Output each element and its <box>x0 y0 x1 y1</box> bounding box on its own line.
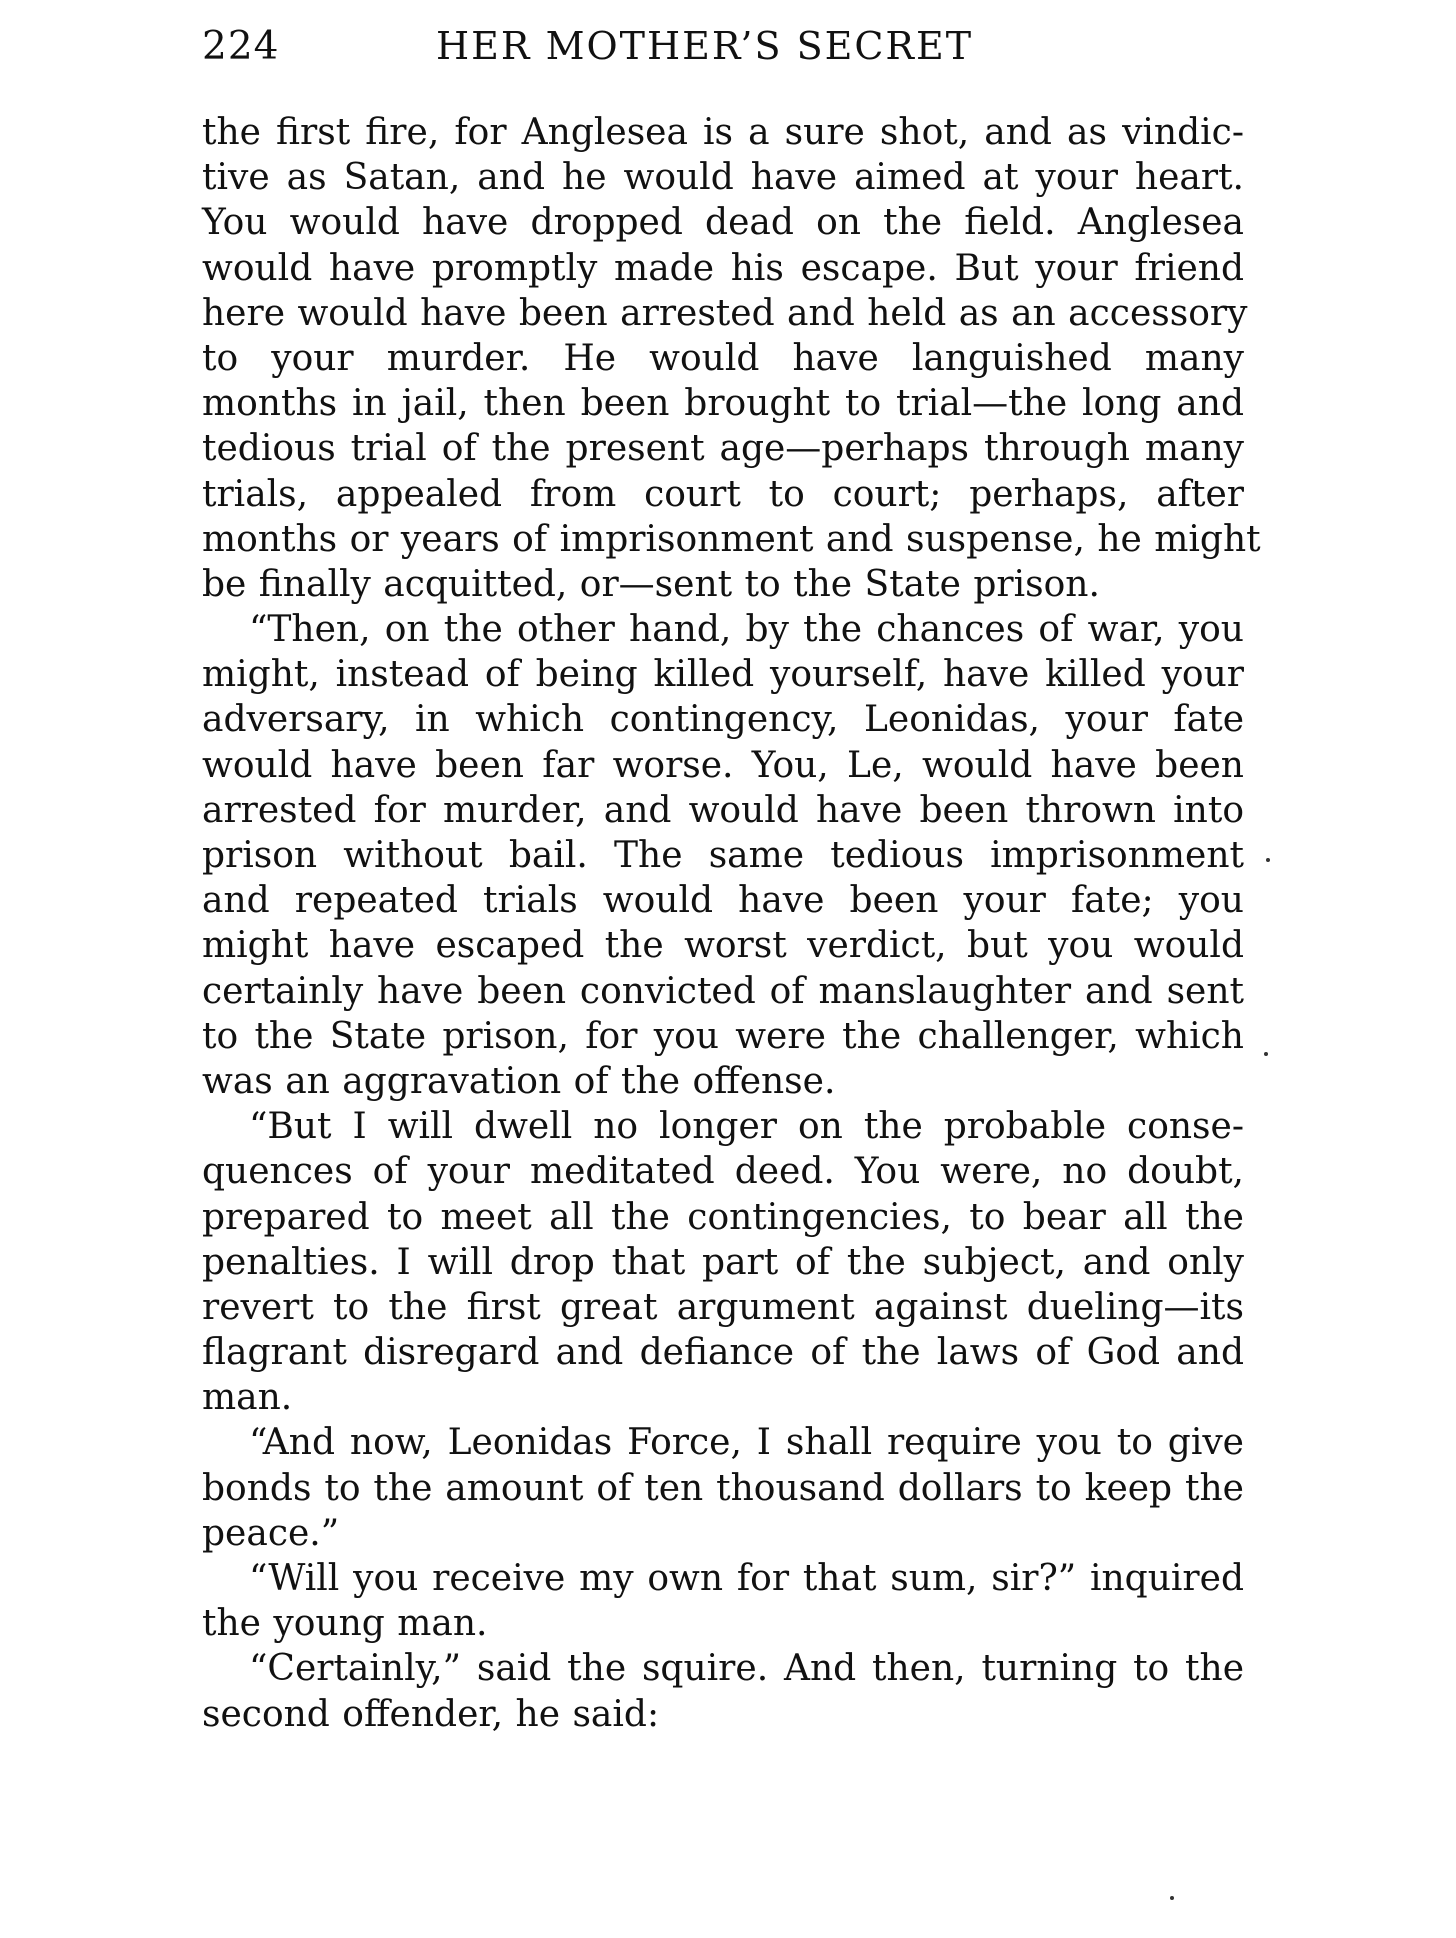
text-line: “And now, Leonidas Force, I shall require you to give <box>249 1422 1244 1464</box>
text-line: here would have been arrested and held as an accessory <box>202 292 1248 334</box>
page-number: 224 <box>202 24 280 69</box>
text-line: penalties. I will drop that part of the subject, and only <box>202 1241 1244 1283</box>
running-title: HER MOTHER’S SECRET <box>436 24 974 68</box>
text-line: adversary, in which contingency, Leonidas, your fate <box>202 699 1244 741</box>
text-line: and repeated trials would have been your fate; you <box>202 880 1244 922</box>
speck-mark <box>1170 1896 1174 1900</box>
text-line: the first fire, for Anglesea is a sure shot, and as vindic- <box>202 112 1244 153</box>
text-line: “Certainly,” said the squire. And then, turning to the <box>249 1648 1244 1690</box>
text-line: man. <box>202 1377 293 1419</box>
text-line: was an aggravation of the offense. <box>202 1060 836 1102</box>
text-line: tive as Satan, and he would have aimed at your heart. <box>202 157 1244 199</box>
text-line: revert to the first great argument against dueling—its <box>202 1286 1244 1328</box>
text-line: You would have dropped dead on the field. Anglesea <box>202 202 1244 244</box>
text-line: peace.” <box>202 1512 340 1554</box>
speck-mark <box>1266 858 1270 862</box>
text-line: “But I will dwell no longer on the probable conse- <box>249 1106 1244 1148</box>
text-line: would have been far worse. You, Le, would have been <box>202 744 1244 786</box>
text-line: arrested for murder, and would have been thrown into <box>202 789 1244 831</box>
page-header <box>202 20 1242 80</box>
text-line: would have promptly made his escape. But your friend <box>202 247 1244 289</box>
text-line: prepared to meet all the contingencies, to bear all the <box>202 1196 1244 1238</box>
text-line: be finally acquitted, or—sent to the State prison. <box>202 563 1100 605</box>
text-line: months in jail, then been brought to trial—the long and <box>202 383 1244 425</box>
text-line: “Then, on the other hand, by the chances of war, you <box>249 609 1244 651</box>
text-line: prison without bail. The same tedious imprisonment <box>202 835 1244 876</box>
text-line: months or years of imprisonment and suspense, he might <box>202 518 1261 560</box>
text-line: tedious trial of the present age—perhaps through many <box>202 428 1244 470</box>
text-line: might, instead of being killed yourself, have killed your <box>202 654 1244 696</box>
text-line: might have escaped the worst verdict, but you would <box>202 925 1244 967</box>
text-line: certainly have been convicted of manslaughter and sent <box>202 970 1244 1012</box>
text-line: bonds to the amount of ten thousand dollars to keep the <box>202 1467 1244 1509</box>
text-line: to the State prison, for you were the challenger, which <box>202 1015 1244 1057</box>
text-line: “Will you receive my own for that sum, sir?” inquired <box>249 1558 1244 1599</box>
text-line: flagrant disregard and defiance of the laws of God and <box>202 1332 1244 1374</box>
text-line: the young man. <box>202 1603 488 1645</box>
body-text <box>202 110 1261 1737</box>
text-line: trials, appealed from court to court; perhaps, after <box>202 473 1244 515</box>
text-line: second offender, he said: <box>202 1693 660 1735</box>
speck-mark <box>1264 1052 1268 1056</box>
text-line: to your murder. He would have languished many <box>202 337 1244 379</box>
text-line: quences of your meditated deed. You were, no doubt, <box>202 1151 1244 1193</box>
